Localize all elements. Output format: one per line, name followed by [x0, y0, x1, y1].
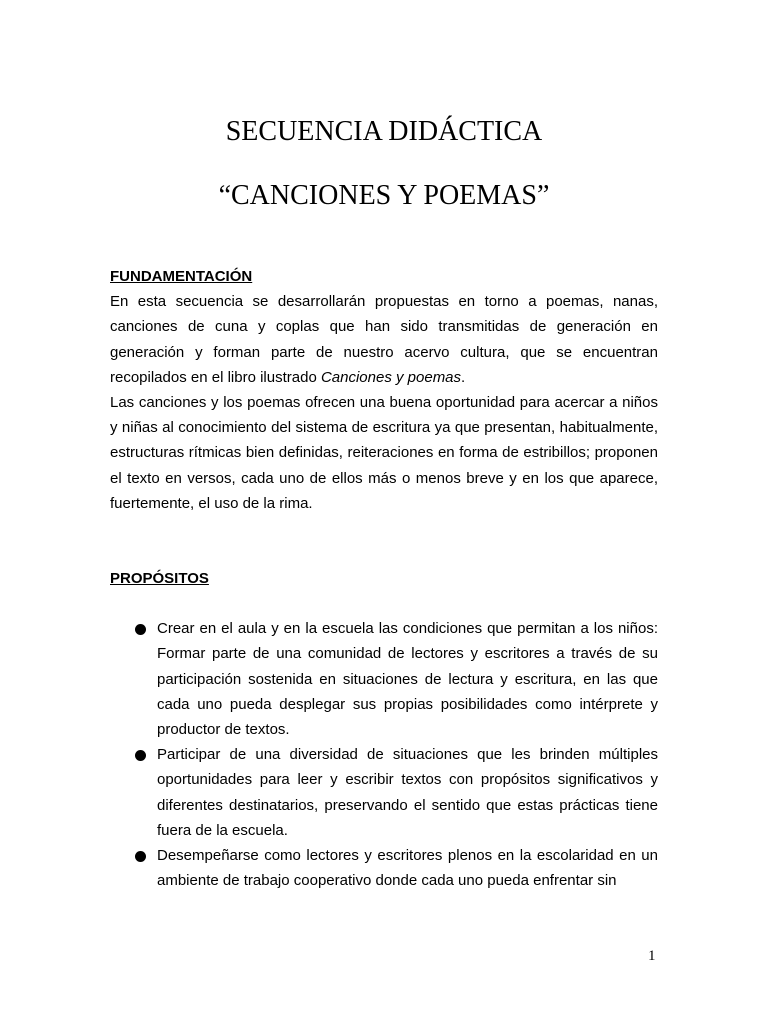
- list-item: [110, 616, 658, 742]
- list-item-text: Participar de una diversidad de situaciones que les brinden múltiples oportunidades para leer y escribir textos con propósitos significativos y diferentes destinatarios, preservando el sentido que estas prácticas tiene fuera de la escuela.: [157, 746, 658, 839]
- document-subtitle: “CANCIONES Y POEMAS”: [218, 180, 550, 211]
- bullet-icon: [135, 750, 146, 761]
- bullet-icon: [135, 851, 146, 862]
- list-item: [110, 742, 658, 843]
- propositos-list: [110, 616, 658, 893]
- document-title: SECUENCIA DIDÁCTICA: [225, 116, 543, 147]
- fundamentacion-heading: FUNDAMENTACIÓN: [110, 268, 253, 285]
- propositos-section: [110, 566, 658, 893]
- fundamentacion-section: [110, 264, 658, 516]
- propositos-heading: PROPÓSITOS: [110, 570, 209, 587]
- paragraph-text: En esta secuencia se desarrollarán propuestas en torno a poemas, nanas, canciones de cuna y coplas que han sido transmitidas de generación en generación y forman parte de nuestro acervo cultura, que se encuentran recopilados en el libro ilustrado: [110, 293, 658, 386]
- list-item-text: Crear en el aula y en la escuela las condiciones que permitan a los niños: Formar parte de una comunidad de lectores y escritores a través de su participación sostenida en situaciones de lectura y escritura, en las que cada uno pueda desplegar sus propias posibilidades como intérprete y productor de textos.: [157, 620, 658, 739]
- page-number: 1: [648, 948, 656, 964]
- fundamentacion-paragraph-2: Las canciones y los poemas ofrecen una buena oportunidad para acercar a niños y niñas al conocimiento del sistema de escritura ya que presentan, habitualmente, estructuras rítmicas bien definidas, reiteraciones en forma de estribillos; proponen el texto en versos, cada uno de ellos más o menos breve y en los que aparece, fuertemente, el uso de la rima.: [110, 394, 658, 512]
- paragraph-text-end: .: [461, 368, 466, 386]
- list-item-text: Desempeñarse como lectores y escritores plenos en la escolaridad en un ambiente de trabajo cooperativo donde cada uno pueda enfrentar sin: [157, 847, 658, 890]
- fundamentacion-paragraph-1: [110, 289, 658, 390]
- list-item: [110, 843, 658, 893]
- book-title: Canciones y poemas: [320, 368, 462, 386]
- bullet-icon: [135, 624, 146, 635]
